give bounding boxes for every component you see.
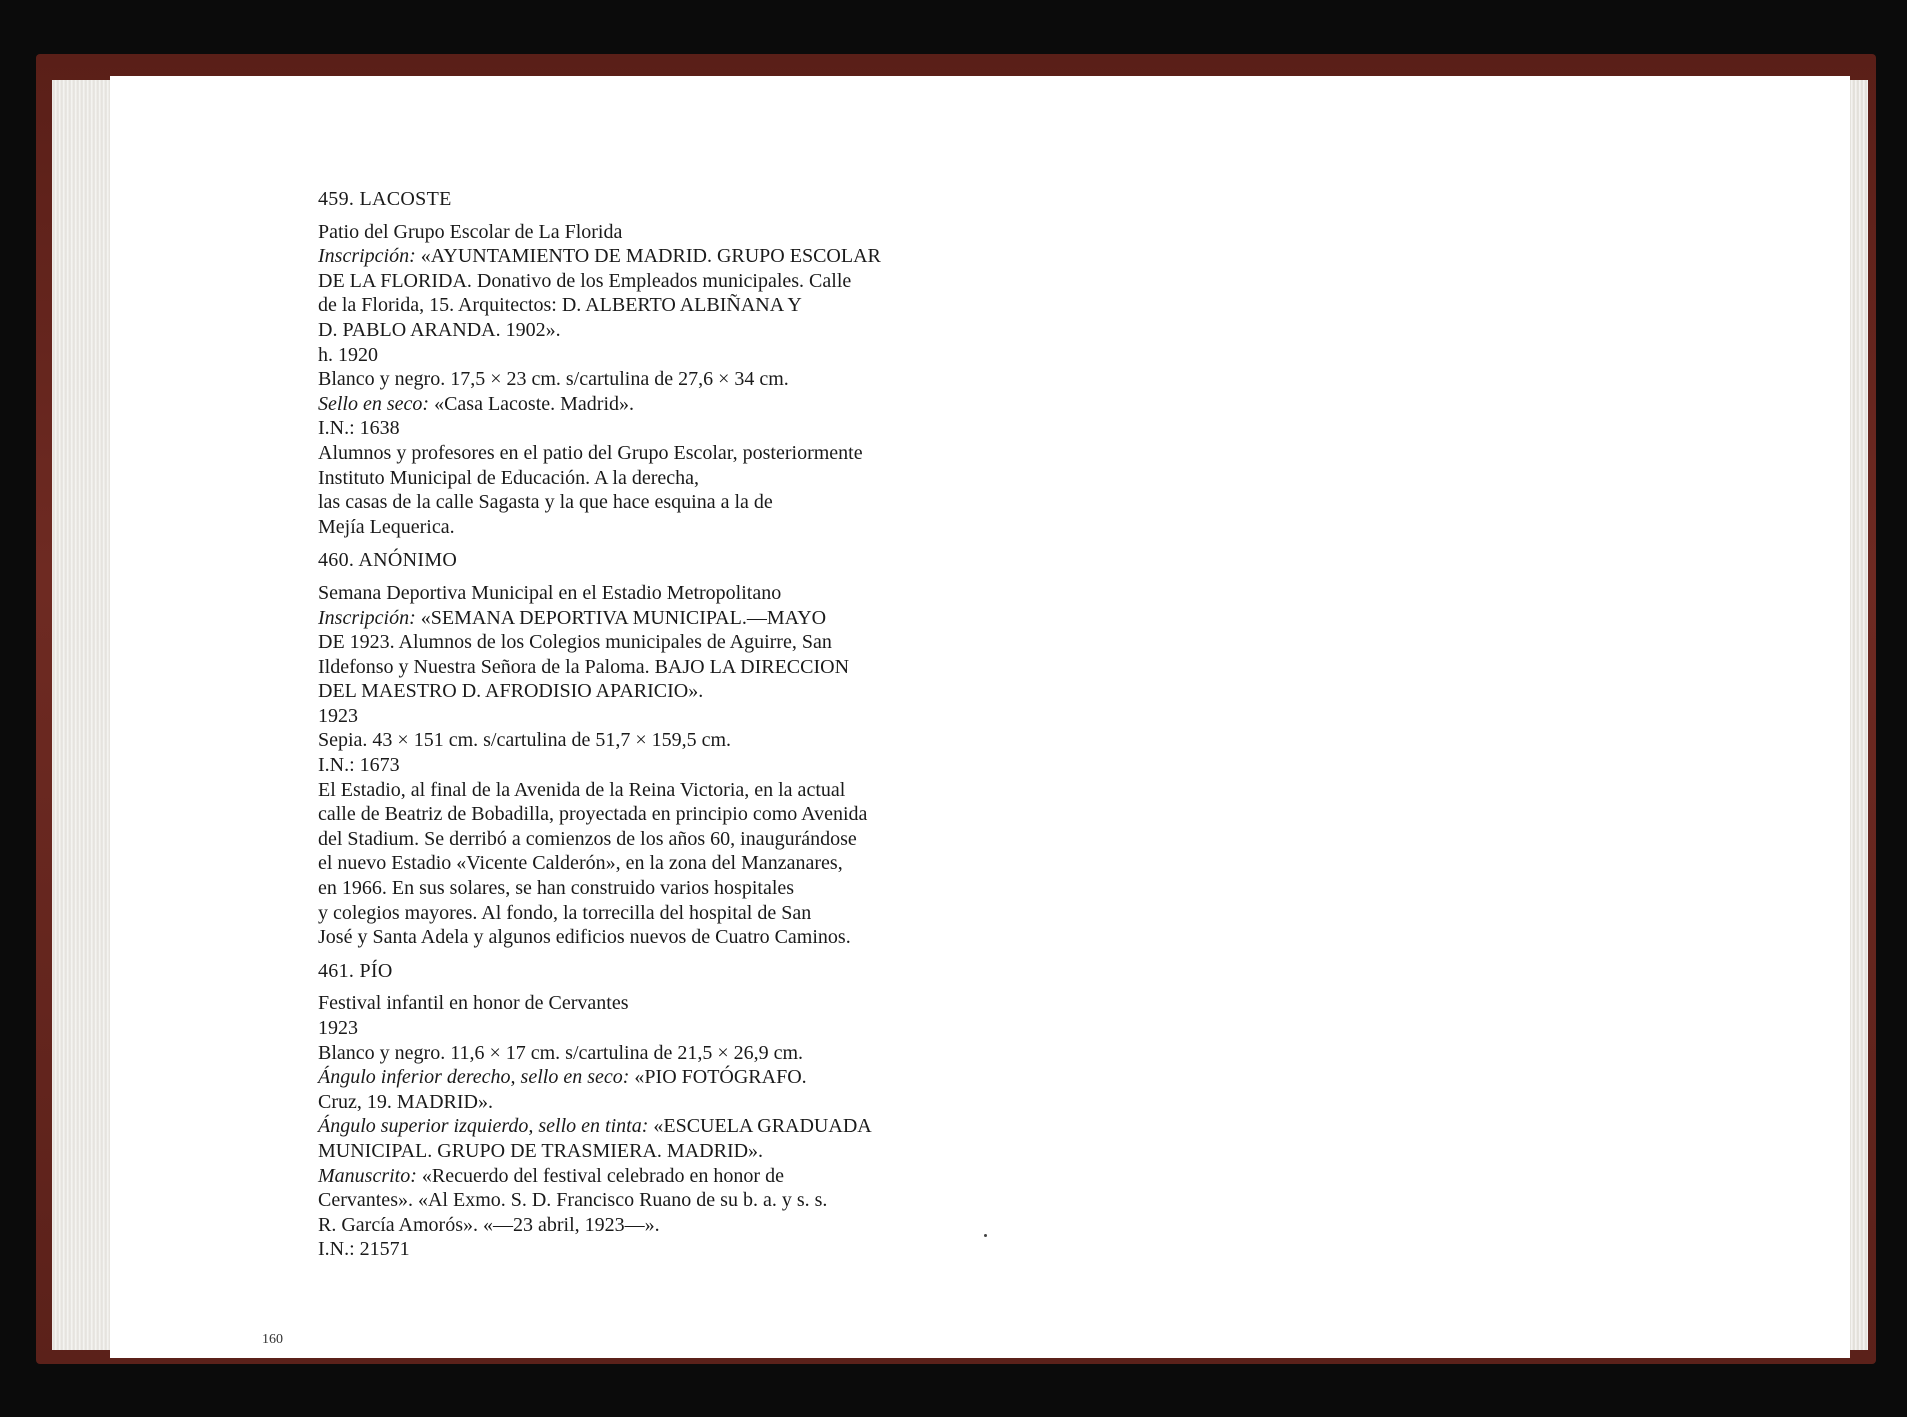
line-text: Instituto Municipal de Educación. A la derecha, bbox=[318, 466, 699, 489]
entry-line bbox=[318, 991, 1098, 1016]
entry-line bbox=[318, 1164, 1098, 1189]
entry-line bbox=[318, 244, 1098, 269]
entry-line bbox=[318, 1213, 1098, 1238]
line-text: 1923 bbox=[318, 1017, 358, 1039]
line-text: el nuevo Estadio «Vicente Calderón», en la zona del Manzanares, bbox=[318, 852, 843, 875]
line-text: «SEMANA DEPORTIVA MUNICIPAL.—MAYO bbox=[415, 606, 827, 629]
line-text: Semana Deportiva Municipal en el Estadio Metropolitano bbox=[318, 581, 782, 604]
line-text: MUNICIPAL. GRUPO DE TRASMIERA. MADRID». bbox=[318, 1139, 764, 1162]
line-text: del Stadium. Se derribó a comienzos de los años 60, inaugurándose bbox=[318, 827, 857, 850]
line-text: h. 1920 bbox=[318, 343, 378, 366]
entry-line bbox=[318, 515, 1098, 540]
line-text: «Recuerdo del festival celebrado en honor de bbox=[416, 1164, 784, 1187]
entry-line bbox=[318, 679, 1098, 704]
line-text: Mejía Lequerica. bbox=[318, 515, 455, 538]
ink-speck bbox=[984, 1234, 987, 1237]
line-text: R. García Amorós». «—23 abril, 1923—». bbox=[318, 1213, 660, 1236]
line-text: José y Santa Adela y algunos edificios nuevos de Cuatro Caminos. bbox=[318, 926, 851, 949]
line-text: «AYUNTAMIENTO DE MADRID. GRUPO ESCOLAR bbox=[415, 245, 881, 268]
line-text: Alumnos y profesores en el patio del Grupo Escolar, posteriormente bbox=[318, 441, 863, 464]
entry-line bbox=[318, 269, 1098, 294]
entry-line bbox=[318, 753, 1098, 778]
entry-line bbox=[318, 778, 1098, 803]
line-text: las casas de la calle Sagasta y la que hace esquina a la de bbox=[318, 491, 773, 514]
book-page bbox=[110, 76, 1850, 1358]
entry-line bbox=[318, 1114, 1098, 1139]
line-text: «Casa Lacoste. Madrid». bbox=[429, 392, 635, 415]
catalog-entry bbox=[318, 959, 1098, 1262]
page-number: 160 bbox=[262, 1332, 283, 1347]
line-text: DE LA FLORIDA. Donativo de los Empleados municipales. Calle bbox=[318, 269, 852, 292]
line-text: calle de Beatriz de Bobadilla, proyectada en principio como Avenida bbox=[318, 803, 868, 826]
entry-line bbox=[318, 802, 1098, 827]
catalog-entry bbox=[318, 548, 1098, 950]
line-text: en 1966. En sus solares, se han construido varios hospitales bbox=[318, 877, 795, 900]
line-text: Sepia. 43 × 151 cm. s/cartulina de 51,7 × 159,5 cm. bbox=[318, 729, 732, 752]
line-text: «ESCUELA GRADUADA bbox=[648, 1115, 872, 1138]
entry-line bbox=[318, 293, 1098, 318]
entry-heading: 459. LACOSTE bbox=[318, 188, 452, 210]
entry-line bbox=[318, 925, 1098, 950]
entry-line bbox=[318, 392, 1098, 417]
entry-line bbox=[318, 1139, 1098, 1164]
line-text: Festival infantil en honor de Cervantes bbox=[318, 992, 629, 1015]
italic-prefix: Sello en seco: bbox=[318, 392, 430, 415]
entry-heading: 461. PÍO bbox=[318, 959, 393, 982]
entry-line bbox=[318, 630, 1098, 655]
line-text: Cruz, 19. MADRID». bbox=[318, 1090, 493, 1113]
entry-line bbox=[318, 851, 1098, 876]
entry-line bbox=[318, 466, 1098, 491]
entry-line bbox=[318, 1188, 1098, 1213]
line-text: El Estadio, al final de la Avenida de la Reina Victoria, en la actual bbox=[318, 778, 846, 801]
entry-line bbox=[318, 655, 1098, 680]
line-text: y colegios mayores. Al fondo, la torrecilla del hospital de San bbox=[318, 901, 812, 924]
entry-line bbox=[318, 704, 1098, 729]
entry-line bbox=[318, 606, 1098, 631]
entry-line bbox=[318, 827, 1098, 852]
line-text: 1923 bbox=[318, 704, 358, 727]
line-text: Blanco y negro. 11,6 × 17 cm. s/cartulina de 21,5 × 26,9 cm. bbox=[318, 1041, 804, 1064]
line-text: DE 1923. Alumnos de los Colegios municipales de Aguirre, San bbox=[318, 631, 832, 654]
line-text: Blanco y negro. 17,5 × 23 cm. s/cartulina de 27,6 × 34 cm. bbox=[318, 368, 789, 391]
entry-line bbox=[318, 1065, 1098, 1090]
entry-line bbox=[318, 367, 1098, 392]
line-text: DEL MAESTRO D. AFRODISIO APARICIO». bbox=[318, 680, 704, 703]
entry-line bbox=[318, 728, 1098, 753]
entry-line bbox=[318, 1016, 1098, 1041]
line-text: I.N.: 1638 bbox=[318, 417, 400, 440]
line-text: D. PABLO ARANDA. 1902». bbox=[318, 318, 561, 341]
entry-line bbox=[318, 318, 1098, 343]
italic-prefix: Inscripción: bbox=[318, 245, 416, 268]
entry-heading: 460. ANÓNIMO bbox=[318, 549, 458, 572]
line-text: I.N.: 1673 bbox=[318, 754, 400, 777]
line-text: de la Florida, 15. Arquitectos: D. ALBERTO ALBIÑANA Y bbox=[318, 294, 802, 317]
italic-prefix: Inscripción: bbox=[318, 606, 416, 629]
line-text: I.N.: 21571 bbox=[318, 1238, 410, 1261]
catalog-entries bbox=[318, 187, 1098, 1271]
entry-line bbox=[318, 581, 1098, 606]
entry-line bbox=[318, 1041, 1098, 1066]
entry-line bbox=[318, 490, 1098, 515]
entry-line bbox=[318, 343, 1098, 368]
italic-prefix: Ángulo superior izquierdo, sello en tinta: bbox=[318, 1115, 649, 1138]
entry-line bbox=[318, 416, 1098, 441]
entry-line bbox=[318, 220, 1098, 245]
line-text: Ildefonso y Nuestra Señora de la Paloma. BAJO LA DIRECCION bbox=[318, 655, 850, 678]
entry-line bbox=[318, 901, 1098, 926]
entry-line bbox=[318, 876, 1098, 901]
line-text: Patio del Grupo Escolar de La Florida bbox=[318, 220, 623, 243]
italic-prefix: Manuscrito: bbox=[318, 1164, 417, 1187]
line-text: «PIO FOTÓGRAFO. bbox=[629, 1066, 807, 1089]
line-text: Cervantes». «Al Exmo. S. D. Francisco Ruano de su b. a. y s. s. bbox=[318, 1189, 828, 1212]
entry-line bbox=[318, 441, 1098, 466]
catalog-entry bbox=[318, 187, 1098, 539]
italic-prefix: Ángulo inferior derecho, sello en seco: bbox=[318, 1066, 630, 1089]
page-edges-left bbox=[52, 80, 112, 1350]
entry-line bbox=[318, 1090, 1098, 1115]
entry-line bbox=[318, 1237, 1098, 1262]
